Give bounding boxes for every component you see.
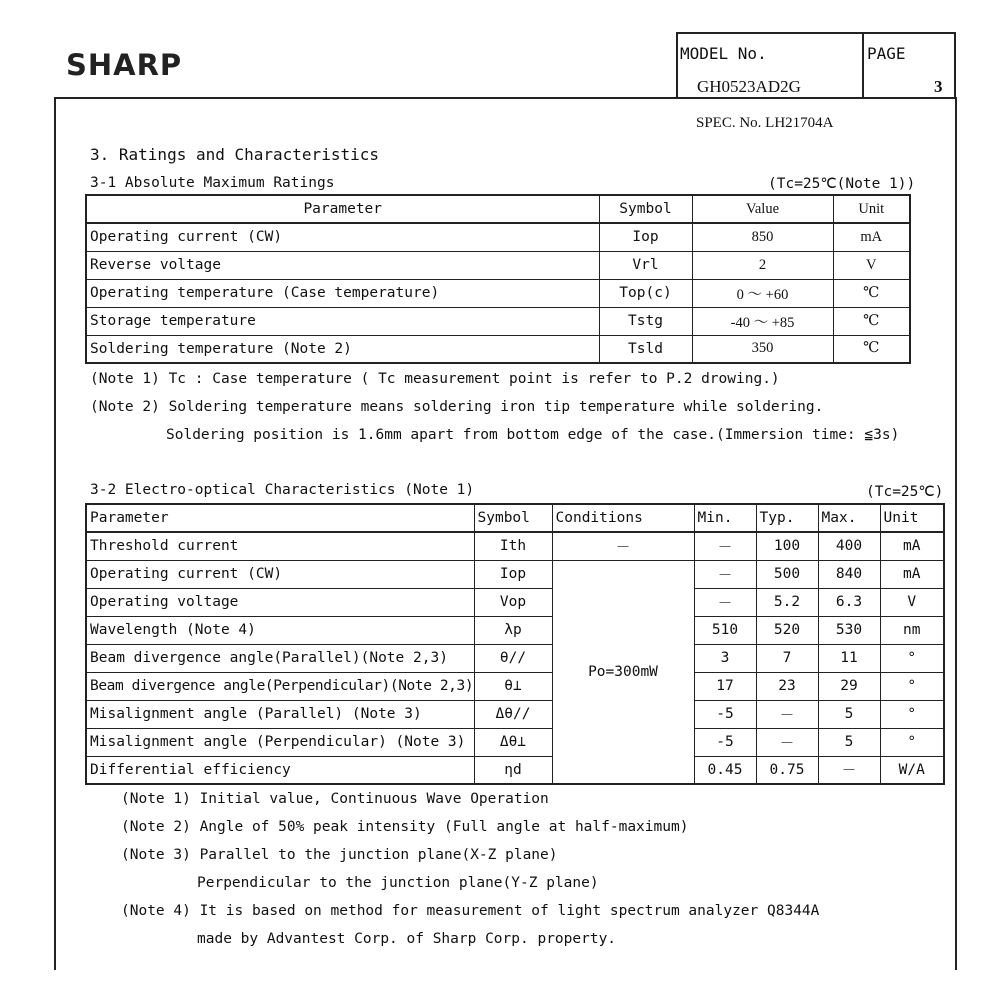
cell-value: 850 xyxy=(692,223,833,251)
cell-symbol: Δθ⊥ xyxy=(474,728,552,756)
cell-max: 530 xyxy=(818,616,880,644)
cell-min: － xyxy=(694,532,756,560)
col-header: Parameter xyxy=(86,504,474,532)
eo-note-3-cont: Perpendicular to the junction plane(Y-Z plane) xyxy=(197,875,599,891)
cell-parameter: Misalignment angle (Parallel) (Note 3) xyxy=(86,700,474,728)
cell-min: 510 xyxy=(694,616,756,644)
cell-parameter: Wavelength (Note 4) xyxy=(86,616,474,644)
cell-parameter: Threshold current xyxy=(86,532,474,560)
abs-note-2-cont: Soldering position is 1.6mm apart from bottom edge of the case.(Immersion time: ≦3s) xyxy=(166,427,900,443)
table-row xyxy=(86,700,944,728)
cell-min: 3 xyxy=(694,644,756,672)
cell-symbol: θ// xyxy=(474,644,552,672)
frame-right-border xyxy=(955,97,957,970)
cell-typ: 7 xyxy=(756,644,818,672)
cell-max: 11 xyxy=(818,644,880,672)
table-row xyxy=(86,616,944,644)
eo-note-2: (Note 2) Angle of 50% peak intensity (Full angle at half-maximum) xyxy=(121,819,689,835)
cell-typ: － xyxy=(756,700,818,728)
cell-unit: W/A xyxy=(880,756,944,784)
cell-parameter: Beam divergence angle(Perpendicular)(Note 2,3) xyxy=(86,672,474,700)
table-row xyxy=(86,223,910,251)
col-header: Unit xyxy=(833,195,910,223)
cell-min: － xyxy=(694,588,756,616)
spec-number: SPEC. No. LH21704A xyxy=(696,115,834,131)
cell-symbol: Iop xyxy=(599,223,692,251)
cell-typ: 100 xyxy=(756,532,818,560)
cell-min: 17 xyxy=(694,672,756,700)
eo-note-3: (Note 3) Parallel to the junction plane(X-Z plane) xyxy=(121,847,558,863)
cell-typ: 23 xyxy=(756,672,818,700)
cell-parameter: Operating voltage xyxy=(86,588,474,616)
cell-unit: ℃ xyxy=(833,335,910,363)
table-row xyxy=(86,251,910,279)
cell-max: 5 xyxy=(818,728,880,756)
abs-note-2: (Note 2) Soldering temperature means soldering iron tip temperature while soldering. xyxy=(90,399,824,415)
page-label: PAGE xyxy=(867,44,906,63)
header-divider xyxy=(862,32,864,99)
table-row xyxy=(86,307,910,335)
cell-max: 6.3 xyxy=(818,588,880,616)
cell-unit: ° xyxy=(880,672,944,700)
table-row xyxy=(86,335,910,363)
table-header-row xyxy=(86,195,910,223)
col-header: Max. xyxy=(818,504,880,532)
table-row xyxy=(86,728,944,756)
col-header: Min. xyxy=(694,504,756,532)
cell-parameter: Operating temperature (Case temperature) xyxy=(86,279,599,307)
abs-note-1: (Note 1) Tc : Case temperature ( Tc measurement point is refer to P.2 drowing.) xyxy=(90,371,780,387)
cell-condition-shared: Po=300mW xyxy=(552,560,694,784)
cell-unit: ° xyxy=(880,644,944,672)
cell-parameter: Storage temperature xyxy=(86,307,599,335)
abs-max-title: 3-1 Absolute Maximum Ratings xyxy=(90,175,335,191)
cell-value: 0 ～ +60 xyxy=(692,279,833,307)
col-header: Value xyxy=(692,195,833,223)
abs-max-table xyxy=(85,194,911,364)
cell-max: 400 xyxy=(818,532,880,560)
cell-value: 2 xyxy=(692,251,833,279)
section-title: 3. Ratings and Characteristics xyxy=(90,145,379,164)
table-row xyxy=(86,560,944,588)
col-header: Symbol xyxy=(474,504,552,532)
col-header: Parameter xyxy=(86,195,599,223)
cell-parameter: Soldering temperature (Note 2) xyxy=(86,335,599,363)
cell-parameter: Beam divergence angle(Parallel)(Note 2,3) xyxy=(86,644,474,672)
cell-parameter: Operating current (CW) xyxy=(86,223,599,251)
eo-note-4: (Note 4) It is based on method for measurement of light spectrum analyzer Q8344A xyxy=(121,903,820,919)
cell-symbol: θ⊥ xyxy=(474,672,552,700)
col-header: Typ. xyxy=(756,504,818,532)
eo-note-1: (Note 1) Initial value, Continuous Wave Operation xyxy=(121,791,549,807)
table-row xyxy=(86,279,910,307)
eo-condition: (Tc=25℃) xyxy=(866,484,944,500)
cell-unit: mA xyxy=(880,560,944,588)
cell-parameter: Misalignment angle (Perpendicular) (Note 3) xyxy=(86,728,474,756)
cell-min: -5 xyxy=(694,700,756,728)
cell-unit: V xyxy=(833,251,910,279)
cell-symbol: Ith xyxy=(474,532,552,560)
frame-top-border xyxy=(54,97,678,99)
cell-max: 5 xyxy=(818,700,880,728)
cell-symbol: Vrl xyxy=(599,251,692,279)
cell-max: － xyxy=(818,756,880,784)
cell-max: 840 xyxy=(818,560,880,588)
cell-value: -40 ～ +85 xyxy=(692,307,833,335)
cell-typ: － xyxy=(756,728,818,756)
eo-title: 3-2 Electro-optical Characteristics (Note 1) xyxy=(90,482,475,498)
table-header-row xyxy=(86,504,944,532)
table-row xyxy=(86,588,944,616)
cell-typ: 5.2 xyxy=(756,588,818,616)
table-row xyxy=(86,672,944,700)
cell-symbol: Iop xyxy=(474,560,552,588)
sharp-logo: SHARP xyxy=(66,48,183,82)
cell-typ: 520 xyxy=(756,616,818,644)
cell-unit: nm xyxy=(880,616,944,644)
frame-left-border xyxy=(54,97,56,970)
eo-table xyxy=(85,503,945,785)
cell-value: 350 xyxy=(692,335,833,363)
col-header: Conditions xyxy=(552,504,694,532)
eo-note-4-cont: made by Advantest Corp. of Sharp Corp. property. xyxy=(197,931,617,947)
cell-symbol: Tsld xyxy=(599,335,692,363)
cell-min: 0.45 xyxy=(694,756,756,784)
cell-typ: 0.75 xyxy=(756,756,818,784)
model-value: GH0523AD2G xyxy=(697,77,801,96)
table-row xyxy=(86,756,944,784)
cell-parameter: Operating current (CW) xyxy=(86,560,474,588)
abs-max-condition: (Tc=25℃(Note 1)) xyxy=(768,176,916,192)
col-header: Symbol xyxy=(599,195,692,223)
cell-symbol: Δθ// xyxy=(474,700,552,728)
cell-unit: V xyxy=(880,588,944,616)
cell-unit: mA xyxy=(880,532,944,560)
table-row xyxy=(86,532,944,560)
cell-min: -5 xyxy=(694,728,756,756)
cell-symbol: Top(c) xyxy=(599,279,692,307)
cell-unit: mA xyxy=(833,223,910,251)
cell-symbol: Vop xyxy=(474,588,552,616)
cell-min: － xyxy=(694,560,756,588)
cell-symbol: ηd xyxy=(474,756,552,784)
cell-unit: ° xyxy=(880,700,944,728)
cell-parameter: Reverse voltage xyxy=(86,251,599,279)
col-header: Unit xyxy=(880,504,944,532)
cell-symbol: Tstg xyxy=(599,307,692,335)
table-row xyxy=(86,644,944,672)
cell-parameter: Differential efficiency xyxy=(86,756,474,784)
cell-symbol: λp xyxy=(474,616,552,644)
model-label: MODEL No. xyxy=(680,44,767,63)
page-number: 3 xyxy=(934,77,943,96)
cell-unit: ° xyxy=(880,728,944,756)
cell-condition: － xyxy=(552,532,694,560)
cell-unit: ℃ xyxy=(833,279,910,307)
cell-max: 29 xyxy=(818,672,880,700)
cell-typ: 500 xyxy=(756,560,818,588)
cell-unit: ℃ xyxy=(833,307,910,335)
